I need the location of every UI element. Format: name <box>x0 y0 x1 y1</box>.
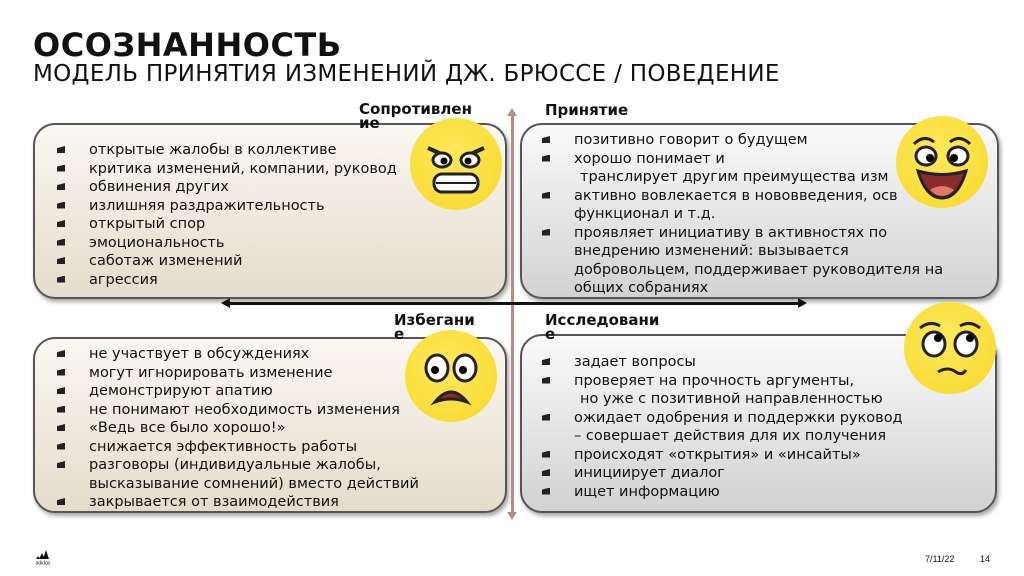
list-item: добровольцем, поддерживает руководителя на <box>574 261 944 278</box>
list-item: происходят «открытия» и «инсайты» <box>540 446 903 465</box>
list-item: демонстрируют апатию <box>55 382 419 401</box>
list-item: не участвует в обсуждениях <box>55 345 419 364</box>
list-item: эмоциональность <box>55 234 397 253</box>
list-item: разговоры (индивидуальные жалобы, <box>55 456 419 475</box>
laughing-face-icon <box>896 116 988 208</box>
list-item: агрессия <box>55 271 397 290</box>
list-item: но уже с позитивной направленностью <box>580 391 883 407</box>
list-item: закрывается от взаимодействия <box>55 493 419 512</box>
list-item: функционал и т.д. <box>574 206 716 222</box>
resistance-label: Сопротивлен ие <box>359 100 472 132</box>
list-item: обвинения других <box>55 178 397 197</box>
list-item: излишняя раздражительность <box>55 197 397 216</box>
slide-date: 7/11/22 <box>925 554 955 564</box>
list-item: «Ведь все было хорошо!» <box>55 419 419 438</box>
avoidance-label: Избегани е <box>394 311 475 343</box>
worried-face-icon <box>405 330 497 422</box>
adidas-logo <box>31 549 55 565</box>
horizontal-axis <box>228 302 800 305</box>
list-item: проверяет на прочность аргументы, <box>540 372 903 391</box>
list-item: задает вопросы <box>540 353 903 372</box>
list-item: проявляет инициативу в активностях по <box>540 224 943 243</box>
exploration-label: Исследовани е <box>545 311 660 343</box>
list-item: транслирует другим преимущества изм <box>580 169 889 185</box>
list-item: ожидает одобрения и поддержки руковод <box>540 409 903 428</box>
list-item: – совершает действия для их получения <box>574 428 887 444</box>
list-item: общих собраниях <box>574 280 709 296</box>
list-item: снижается эффективность работы <box>55 438 419 457</box>
slide-subtitle: МОДЕЛЬ ПРИНЯТИЯ ИЗМЕНЕНИЙ ДЖ. БРЮССЕ / ПОВЕДЕНИЕ <box>33 61 780 87</box>
list-item: внедрению изменений: вызывается <box>574 243 849 259</box>
list-item: открытый спор <box>55 215 397 234</box>
axis-arrow-up-icon <box>507 108 517 116</box>
list-item: высказывание сомнений) вместо действий <box>89 475 419 492</box>
svg-text:adidas: adidas <box>35 560 51 565</box>
angry-face-icon <box>410 118 502 210</box>
acceptance-label: Принятие <box>545 101 629 119</box>
axis-arrow-right-icon <box>798 298 807 308</box>
axis-arrow-left-icon <box>221 298 230 308</box>
list-item: позитивно говорит о будущем <box>540 131 943 150</box>
axis-arrow-down-icon <box>507 512 517 520</box>
vertical-axis <box>511 114 514 516</box>
list-item: инициирует диалог <box>540 464 903 483</box>
list-item: критика изменений, компании, руковод <box>55 160 397 179</box>
list-item: могут игнорировать изменение <box>55 364 419 383</box>
list-item: ищет информацию <box>540 483 903 502</box>
list-item: не понимают необходимость изменения <box>55 401 419 420</box>
list-item: хорошо понимает и <box>540 150 943 169</box>
slide-title: ОСОЗНАННОСТЬ <box>33 26 342 64</box>
list-item: саботаж изменений <box>55 252 397 271</box>
list-item: активно вовлекается в нововведения, осв <box>540 187 943 206</box>
thinking-face-icon <box>904 302 996 394</box>
list-item: открытые жалобы в коллективе <box>55 141 397 160</box>
slide-number: 14 <box>980 554 991 564</box>
